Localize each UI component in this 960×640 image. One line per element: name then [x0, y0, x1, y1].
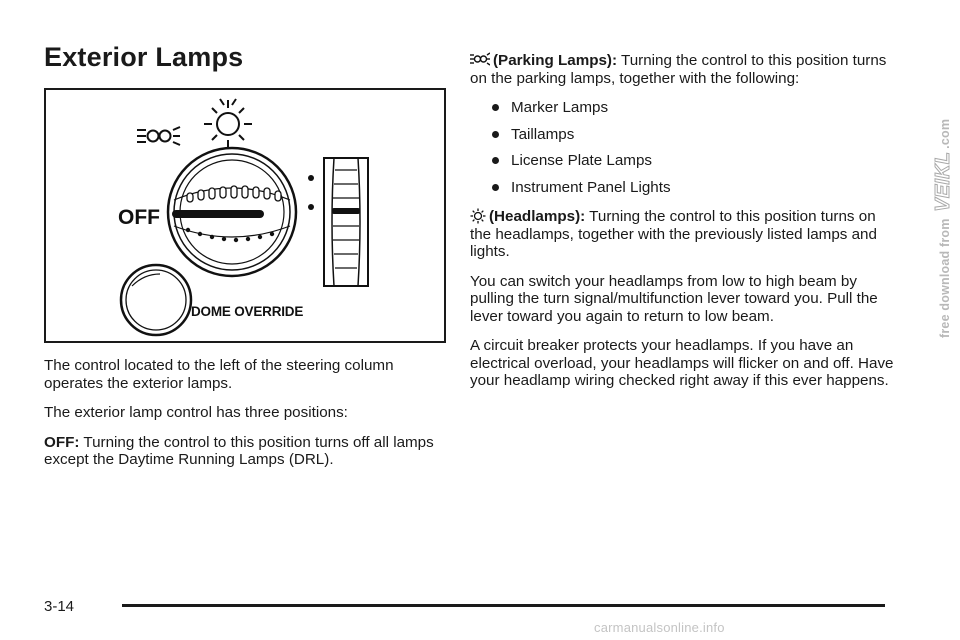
indicator-dot — [308, 175, 314, 181]
section-title: Exterior Lamps — [44, 42, 244, 72]
intro-paragraph: The control located to the left of the steering column operates the exterior lamps. — [44, 357, 394, 392]
list-item: Marker Lamps — [492, 99, 900, 117]
watermark-prefix: free download from — [938, 218, 952, 338]
lamp-control-knob — [168, 148, 296, 276]
off-paragraph — [44, 434, 444, 469]
off-term: OFF: — [44, 433, 80, 451]
watermark-brand: VEIKL — [932, 151, 954, 212]
breaker-paragraph: A circuit breaker protects your headlamps. If you have an electrical overload, your headlamps will flicker on and off. Have your headlamp wiring checked right away if this ever happens. — [470, 337, 894, 389]
footer-site-watermark: carmanualsonline.info — [594, 620, 725, 635]
dome-override-button — [121, 265, 191, 335]
page-number: 3-14 — [44, 598, 75, 615]
parking-term: (Parking Lamps): — [493, 52, 618, 69]
list-item: Instrument Panel Lights — [492, 179, 900, 197]
lamp-control-figure — [44, 88, 446, 343]
dome-override-label: DOME OVERRIDE — [191, 304, 304, 319]
parking-lamps-icon — [137, 127, 180, 145]
parking-description: Turning the control to this position turns on the parking lamps, together with the following: — [470, 52, 887, 87]
list-item: Taillamps — [492, 126, 900, 144]
parking-paragraph — [470, 52, 900, 87]
positions-paragraph: The exterior lamp control has three positions: — [44, 404, 348, 421]
headlamps-description: Turning the control to this position turns on the headlamps, together with the previously listed lamps and lights. — [470, 208, 877, 260]
footer-rule — [122, 604, 885, 607]
list-item: License Plate Lamps — [492, 152, 900, 170]
headlamps-paragraph — [470, 208, 900, 261]
dome-thumbwheel — [324, 158, 368, 286]
off-label: OFF — [118, 206, 160, 229]
headlamps-icon — [470, 208, 486, 224]
lamps-list — [470, 99, 900, 196]
indicator-dot — [308, 204, 314, 210]
headlamps-term: (Headlamps): — [489, 208, 586, 225]
watermark — [932, 119, 955, 338]
left-column — [44, 357, 444, 481]
parking-lamps-icon — [470, 52, 490, 68]
off-description: Turning the control to this position turns off all lamps except the Daytime Running Lamps (DRL). — [44, 433, 434, 468]
headlamps-icon — [204, 99, 252, 148]
watermark-suffix: .com — [938, 118, 952, 149]
right-column — [470, 52, 900, 402]
beam-paragraph: You can switch your headlamps from low to high beam by pulling the turn signal/multifunction lever toward you. Pull the lever toward you again to return to low beam. — [470, 272, 878, 325]
